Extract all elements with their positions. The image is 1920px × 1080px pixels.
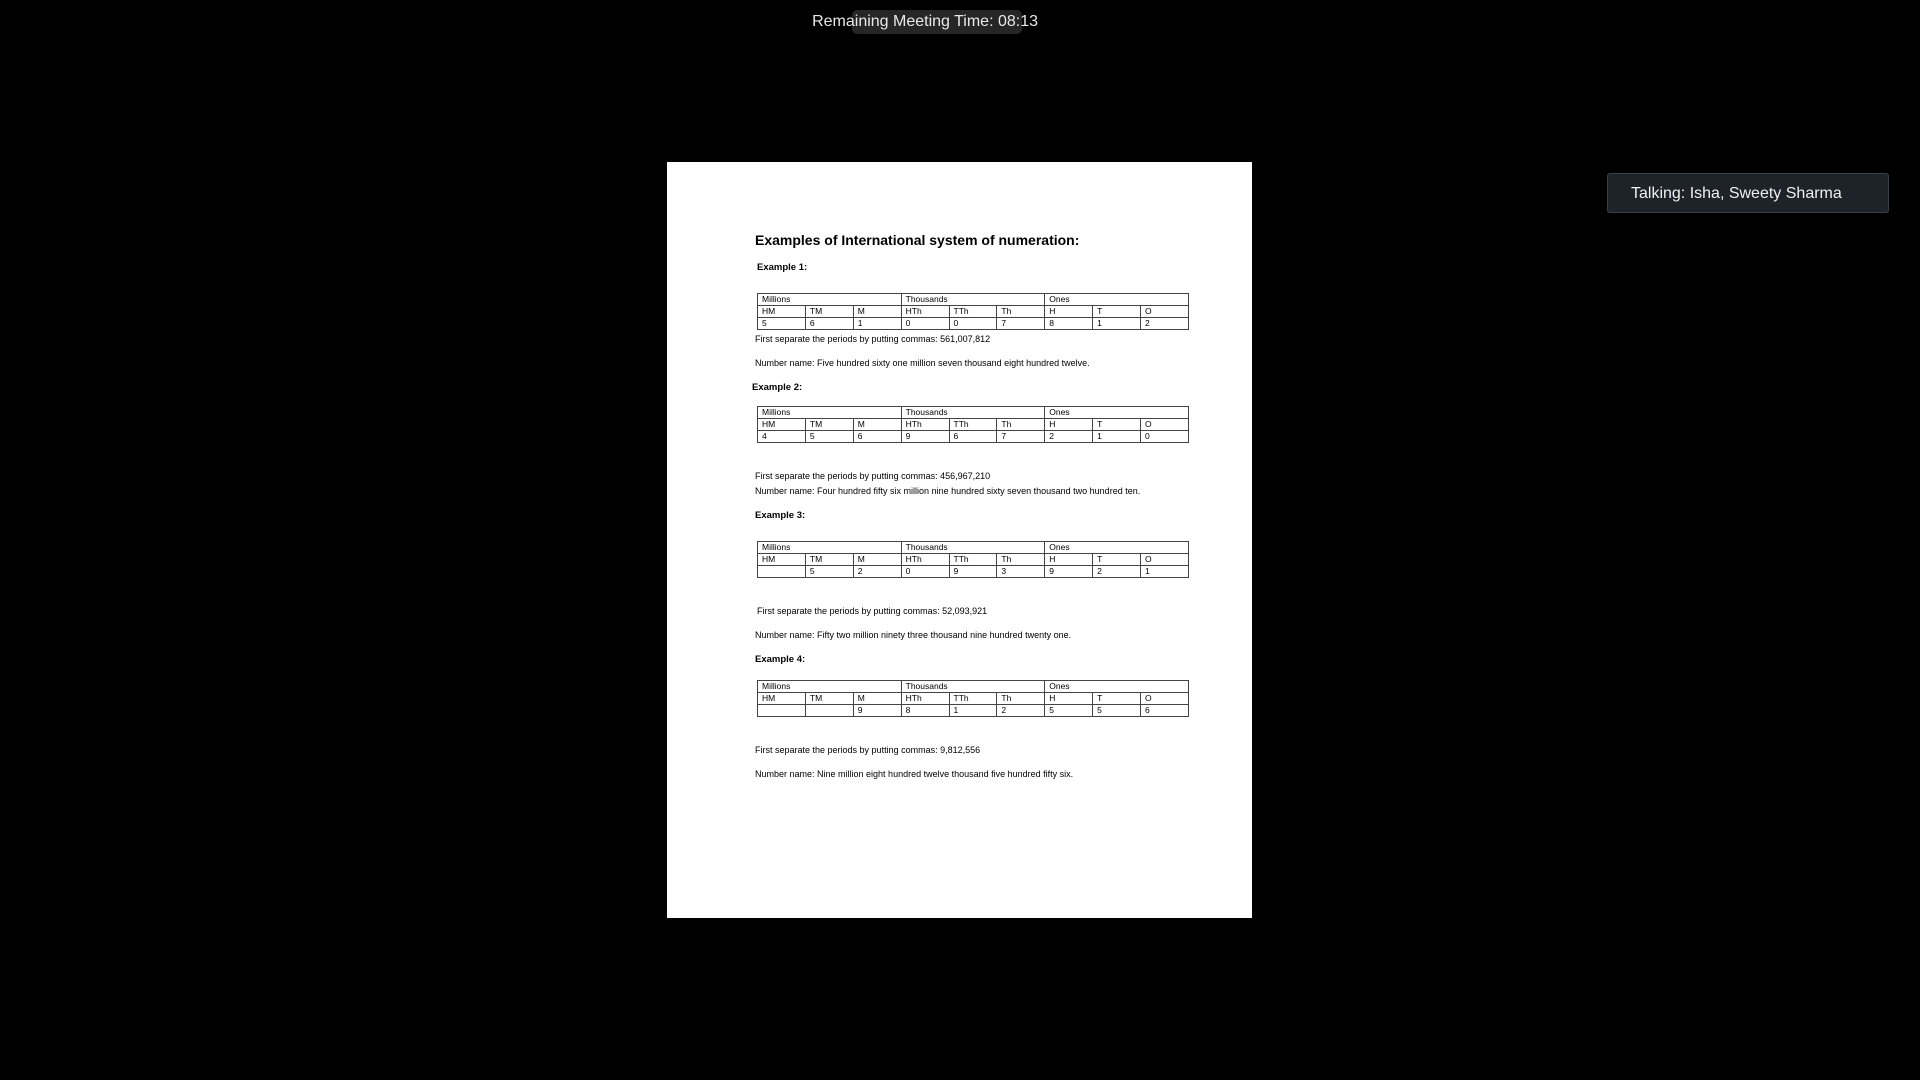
digit-cell: 6 — [1141, 705, 1189, 717]
place-header-cell: HM — [758, 419, 806, 431]
digit-cell: 5 — [1093, 705, 1141, 717]
period-header-cell: Thousands — [901, 407, 1045, 419]
place-header-cell: HM — [758, 693, 806, 705]
place-header-cell: HM — [758, 306, 806, 318]
meeting-timer-text: Remaining Meeting Time: 08:13 — [812, 13, 1038, 30]
place-header-cell: O — [1141, 554, 1189, 566]
place-header-cell: T — [1093, 419, 1141, 431]
period-header-cell: Thousands — [901, 294, 1045, 306]
place-header-cell: HM — [758, 554, 806, 566]
digit-cell — [758, 705, 806, 717]
digit-cell: 2 — [1045, 431, 1093, 443]
digit-cell: 0 — [901, 566, 949, 578]
digit-cell: 2 — [1093, 566, 1141, 578]
period-header-row — [758, 407, 1189, 419]
example-2-number-name: Number name: Four hundred fifty six million nine hundred sixty seven thousand two hundred ten. — [755, 486, 1141, 496]
digit-cell: 9 — [1045, 566, 1093, 578]
digit-row — [758, 431, 1189, 443]
place-header-cell: T — [1093, 554, 1141, 566]
digit-row — [758, 705, 1189, 717]
example-1-number-name: Number name: Five hundred sixty one million seven thousand eight hundred twelve. — [755, 358, 1090, 368]
digit-cell: 1 — [949, 705, 997, 717]
digit-cell: 0 — [949, 318, 997, 330]
digit-cell: 6 — [949, 431, 997, 443]
period-header-cell: Millions — [758, 294, 902, 306]
digit-cell: 5 — [805, 431, 853, 443]
period-header-row — [758, 681, 1189, 693]
place-header-cell: M — [853, 554, 901, 566]
example-4-label: Example 4: — [755, 654, 806, 665]
digit-cell: 5 — [805, 566, 853, 578]
place-header-cell: TTh — [949, 306, 997, 318]
place-header-cell: TM — [805, 419, 853, 431]
example-1-place-value-table — [757, 293, 1189, 330]
shared-document-page — [667, 162, 1252, 918]
place-header-cell: HTh — [901, 554, 949, 566]
place-header-cell: TM — [805, 693, 853, 705]
place-header-cell: TTh — [949, 419, 997, 431]
place-header-cell: H — [1045, 554, 1093, 566]
example-4-number-name: Number name: Nine million eight hundred twelve thousand five hundred fifty six. — [755, 769, 1074, 779]
example-4-commas-line: First separate the periods by putting commas: 9,812,556 — [755, 745, 981, 755]
period-header-cell: Millions — [758, 542, 902, 554]
digit-cell: 4 — [758, 431, 806, 443]
place-header-row — [758, 693, 1189, 705]
place-header-cell: Th — [997, 419, 1045, 431]
digit-cell: 8 — [1045, 318, 1093, 330]
place-header-cell: T — [1093, 306, 1141, 318]
period-header-row — [758, 294, 1189, 306]
digit-cell: 1 — [853, 318, 901, 330]
example-3-place-value-table — [757, 541, 1189, 578]
place-header-cell: HTh — [901, 693, 949, 705]
place-header-cell: H — [1045, 693, 1093, 705]
example-3-number-name: Number name: Fifty two million ninety three thousand nine hundred twenty one. — [755, 630, 1072, 640]
period-header-cell: Thousands — [901, 542, 1045, 554]
digit-cell: 8 — [901, 705, 949, 717]
place-header-cell: M — [853, 306, 901, 318]
digit-cell — [805, 705, 853, 717]
place-header-row — [758, 554, 1189, 566]
digit-cell: 1 — [1141, 566, 1189, 578]
example-2-label: Example 2: — [752, 382, 803, 393]
digit-cell: 1 — [1093, 431, 1141, 443]
example-3-label: Example 3: — [755, 510, 806, 521]
digit-cell: 2 — [853, 566, 901, 578]
place-header-cell: TTh — [949, 554, 997, 566]
example-2-commas-line: First separate the periods by putting commas: 456,967,210 — [755, 471, 991, 481]
digit-cell — [758, 566, 806, 578]
place-header-cell: Th — [997, 306, 1045, 318]
digit-cell: 5 — [758, 318, 806, 330]
period-header-cell: Thousands — [901, 681, 1045, 693]
talking-indicator-text: Talking: Isha, Sweety Sharma — [1631, 185, 1842, 202]
digit-cell: 1 — [1093, 318, 1141, 330]
digit-cell: 6 — [853, 431, 901, 443]
place-header-cell: Th — [997, 693, 1045, 705]
place-header-cell: TM — [805, 554, 853, 566]
place-header-cell: H — [1045, 419, 1093, 431]
period-header-cell: Ones — [1045, 407, 1189, 419]
place-header-cell: O — [1141, 693, 1189, 705]
digit-cell: 9 — [901, 431, 949, 443]
place-header-cell: M — [853, 419, 901, 431]
digit-cell: 7 — [997, 318, 1045, 330]
example-1-label: Example 1: — [757, 262, 808, 273]
place-header-cell: T — [1093, 693, 1141, 705]
digit-cell: 3 — [997, 566, 1045, 578]
digit-cell: 6 — [805, 318, 853, 330]
digit-row — [758, 566, 1189, 578]
example-2-place-value-table — [757, 406, 1189, 443]
place-header-cell: HTh — [901, 419, 949, 431]
period-header-cell: Ones — [1045, 681, 1189, 693]
place-header-cell: TTh — [949, 693, 997, 705]
example-1-commas-line: First separate the periods by putting commas: 561,007,812 — [755, 334, 991, 344]
digit-cell: 5 — [1045, 705, 1093, 717]
example-3-commas-line: First separate the periods by putting commas: 52,093,921 — [757, 606, 988, 616]
place-header-cell: HTh — [901, 306, 949, 318]
place-header-cell: M — [853, 693, 901, 705]
digit-cell: 9 — [853, 705, 901, 717]
place-header-cell: TM — [805, 306, 853, 318]
digit-row — [758, 318, 1189, 330]
talking-indicator — [1607, 173, 1889, 213]
digit-cell: 7 — [997, 431, 1045, 443]
period-header-cell: Ones — [1045, 294, 1189, 306]
place-header-cell: O — [1141, 306, 1189, 318]
period-header-cell: Ones — [1045, 542, 1189, 554]
meeting-timer — [812, 10, 1038, 34]
digit-cell: 2 — [997, 705, 1045, 717]
place-header-cell: Th — [997, 554, 1045, 566]
digit-cell: 0 — [901, 318, 949, 330]
period-header-cell: Millions — [758, 407, 902, 419]
period-header-cell: Millions — [758, 681, 902, 693]
digit-cell: 0 — [1141, 431, 1189, 443]
digit-cell: 2 — [1141, 318, 1189, 330]
place-header-row — [758, 419, 1189, 431]
place-header-row — [758, 306, 1189, 318]
place-header-cell: O — [1141, 419, 1189, 431]
place-header-cell: H — [1045, 306, 1093, 318]
period-header-row — [758, 542, 1189, 554]
example-4-place-value-table — [757, 680, 1189, 717]
document-title: Examples of International system of numeration: — [755, 232, 1080, 248]
digit-cell: 9 — [949, 566, 997, 578]
